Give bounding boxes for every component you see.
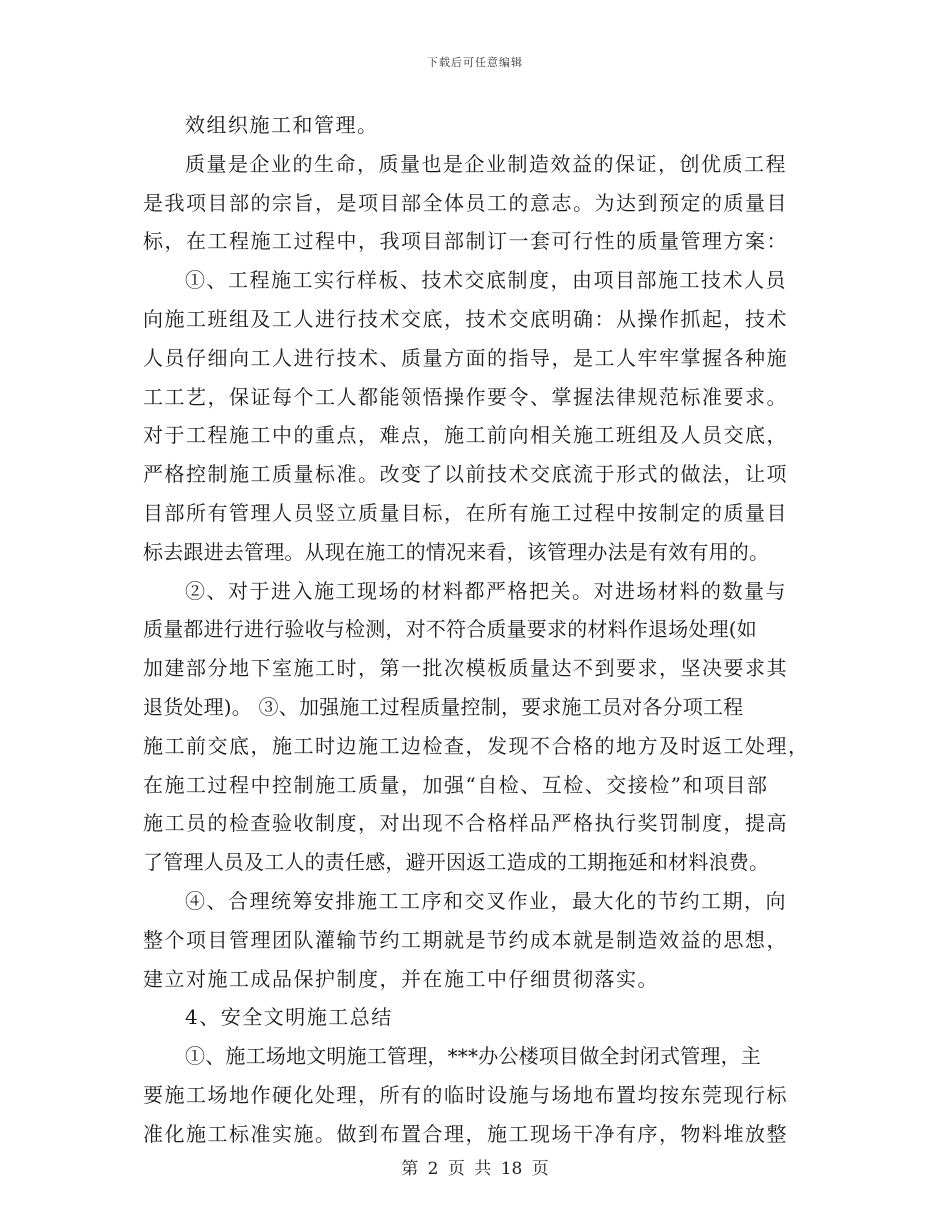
paragraph-line: 要施工场地作硬化处理，所有的临时设施与场地布置均按东莞现行标 — [143, 1082, 788, 1107]
paragraph-line: 整个项目管理团队灌输节约工期就是节约成本就是制造效益的思想， — [143, 927, 788, 952]
paragraph-line: 向施工班组及工人进行技术交底，技术交底明确：从操作抓起，技术 — [143, 306, 788, 331]
paragraph-line: 施工前交底，施工时边施工边检查，发现不合格的地方及时返工处理， — [143, 733, 810, 758]
paragraph-line: ①、施工场地文明施工管理，***办公楼项目做全封闭式管理，主 — [185, 1044, 761, 1069]
paragraph-line: 质量都进行进行验收与检测，对不符合质量要求的材料作退场处理(如 — [143, 617, 758, 642]
page-number: 第 2 页 共 18 页 — [401, 1159, 549, 1179]
paragraph-line: ①、工程施工实行样板、技术交底制度，由项目部施工技术人员 — [185, 268, 787, 293]
paragraph-line: 了管理人员及工人的责任感，避开因返工造成的工期拖延和材料浪费。 — [143, 850, 770, 875]
paragraph-line: 质量是企业的生命，质量也是企业制造效益的保证，创优质工程 — [185, 151, 787, 176]
paragraph-line: 效组织施工和管理。 — [185, 113, 379, 137]
paragraph-line: 加建部分地下室施工时，第一批次模板质量达不到要求，坚决要求其 — [143, 656, 788, 681]
paragraph-line: 标，在工程施工过程中，我项目部制订一套可行性的质量管理方案： — [143, 229, 788, 254]
paragraph-line: ②、对于进入施工现场的材料都严格把关。对进场材料的数量与 — [185, 578, 787, 603]
paragraph-line: 施工员的检查验收制度，对出现不合格样品严格执行奖罚制度，提高 — [143, 811, 788, 836]
paragraph-line: 建立对施工成品保护制度，并在施工中仔细贯彻落实。 — [143, 966, 659, 991]
paragraph-line: ④、合理统筹安排施工工序和交叉作业，最大化的节约工期，向 — [185, 888, 787, 913]
paragraph-line: 标去跟进去管理。从现在施工的情况来看，该管理办法是有效有用的。 — [143, 539, 770, 564]
paragraph-line: 对于工程施工中的重点，难点，施工前向相关施工班组及人员交底， — [143, 423, 788, 448]
paragraph-line: 退货处理)。 ③、加强施工过程质量控制，要求施工员对各分项工程 — [143, 694, 744, 719]
section-heading: 4、安全文明施工总结 — [185, 1005, 393, 1030]
document-body — [143, 106, 811, 1154]
paragraph-line: 是我项目部的宗旨，是项目部全体员工的意志。为达到预定的质量目 — [143, 190, 788, 215]
paragraph-line: 人员仔细向工人进行技术、质量方面的指导，是工人牢牢掌握各种施 — [143, 345, 788, 370]
page-header-note: 下载后可任意编辑 — [427, 56, 523, 69]
paragraph-line: 准化施工标准实施。做到布置合理，施工现场干净有序，物料堆放整 — [143, 1121, 788, 1146]
paragraph-line: 在施工过程中控制施工质量，加强“自检、互检、交接检”和项目部 — [143, 772, 769, 797]
paragraph-line: 目部所有管理人员竖立质量目标，在所有施工过程中按制定的质量目 — [143, 500, 788, 525]
paragraph-line: 工工艺，保证每个工人都能领悟操作要令、掌握法律规范标准要求。 — [143, 384, 788, 409]
paragraph-line: 严格控制施工质量标准。改变了以前技术交底流于形式的做法，让项 — [143, 462, 788, 487]
